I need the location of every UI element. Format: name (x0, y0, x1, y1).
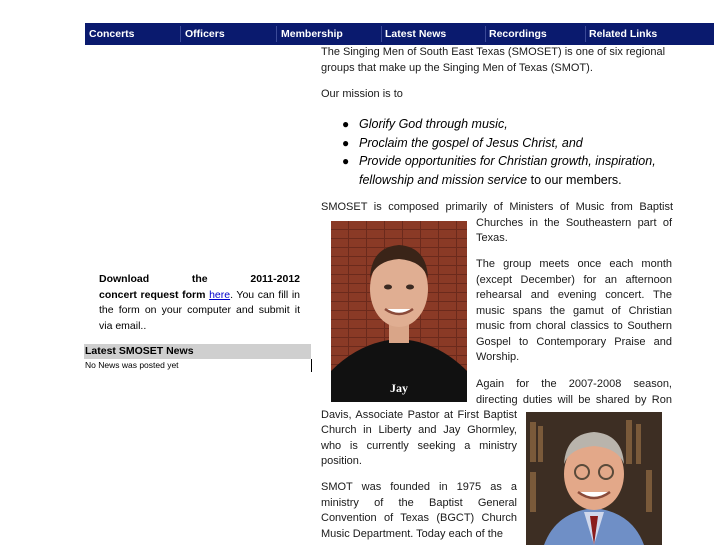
download-form-link[interactable]: here (209, 288, 231, 301)
nav-officers[interactable]: Officers (185, 28, 225, 40)
nav-concerts[interactable]: Concerts (89, 28, 135, 40)
ron-portrait-image (526, 412, 662, 545)
nav-latest-news[interactable]: Latest News (385, 28, 447, 40)
bullet-icon: ● (342, 154, 350, 168)
jay-photo (331, 221, 467, 402)
download-word: Download (99, 273, 150, 285)
list-item: ● Proclaim the gospel of Jesus Christ, and (340, 134, 680, 153)
intro-paragraph: The Singing Men of South East Texas (SMOSET) is one of six regional groups that make up the Singing Men of Texas (SMOT). (321, 46, 666, 74)
directing-paragraph-part2: Davis, Associate Pastor at First Baptist Church in Liberty and Jay Ghormley, who is currently seeking a ministry position. (321, 408, 517, 467)
download-notice (99, 272, 300, 334)
directing-paragraph-part1: Again for the 2007-2008 season, directing duties will be shared by Ron (476, 378, 672, 406)
bullet-icon: ● (342, 135, 350, 150)
nav-membership[interactable]: Membership (281, 28, 343, 40)
concert-request-form-text: concert request form (99, 288, 206, 301)
mission-lead: Our mission is to (321, 88, 403, 100)
jay-portrait-image (331, 221, 467, 402)
list-item: ● Glorify God through music, (340, 115, 680, 134)
jay-caption: Jay (390, 381, 408, 395)
mission-goals-list (340, 115, 680, 189)
ron-photo (526, 412, 662, 545)
nav-related-links[interactable]: Related Links (589, 28, 658, 40)
season-years: 2011-2012 (250, 273, 300, 285)
group-meets-paragraph: The group meets once each month (except December) for an afternoon rehearsal and evening concert. The music spans the gamut of Christian music from choral classics to Southern Gospel to Contemporary Praise and Worship. (476, 258, 672, 363)
latest-news-empty: No News was posted yet (84, 359, 312, 372)
smot-founded-paragraph: SMOT was founded in 1975 as a ministry of the Baptist General Convention of Texas (BGCT) Church Music Department. Today each of the (321, 481, 517, 540)
main-nav-bar (85, 23, 714, 45)
download-instructions: . You can fill in the form on your computer and submit it via email.. (99, 288, 301, 332)
composition-line2: Churches in the Southeastern part of Texas. (476, 216, 672, 244)
nav-recordings[interactable]: Recordings (489, 28, 547, 40)
bullet-icon: ● (342, 117, 350, 131)
latest-news-heading: Latest SMOSET News (84, 344, 311, 359)
the-word: the (191, 273, 208, 285)
list-item: ● Provide opportunities for Christian growth, inspiration, fellowship and mission service to our members. (342, 154, 656, 187)
composition-line1: SMOSET is composed primarily of Ministers of Music from Baptist (321, 201, 673, 213)
goals-tail: to our members. (527, 172, 622, 187)
